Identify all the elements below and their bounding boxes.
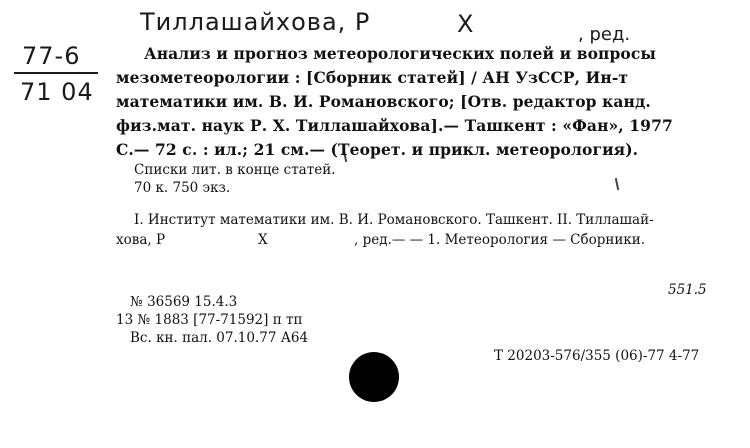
stray-mark <box>615 178 619 190</box>
footer-line-1: № 36569 15.4.3 <box>130 294 238 310</box>
classification-number: 551.5 <box>668 282 707 298</box>
entry-line-2: мезометеорологии : [Сборник статей] / АН УзССР, Ин-т <box>116 68 629 87</box>
footer-printing-code: Т 20203-576/355 (06)-77 4-77 <box>494 348 700 364</box>
entry-note-price: 70 к. 750 экз. <box>134 180 231 196</box>
tracings-line-2c: , ред.— — 1. Метеорология — Сборники. <box>354 232 646 248</box>
card-punch-hole <box>349 352 399 402</box>
entry-line-3: математики им. В. И. Романовского; [Отв. редактор канд. <box>116 92 651 111</box>
entry-note-bibliography: Списки лит. в конце статей. <box>134 162 336 178</box>
footer-line-2: 13 № 1883 [77-71592] п тп <box>116 312 303 328</box>
handwritten-call-number-bottom: 71 04 <box>20 78 94 106</box>
footer-line-3: Вс. кн. пал. 07.10.77 А64 <box>130 330 309 346</box>
entry-line-5: С.— 72 с. : ил.; 21 см.— (Теорет. и прикл. метеорология). <box>116 140 639 159</box>
entry-line-1: Анализ и прогноз метеорологических полей и вопросы <box>144 44 657 63</box>
call-number-divider <box>14 72 98 74</box>
tracings-line-2a: хова, Р <box>116 232 166 248</box>
handwritten-call-number-top: 77-6 <box>22 42 81 70</box>
handwritten-heading-role: , ред. <box>578 24 631 45</box>
handwritten-author-heading: Тиллашайхова, Р <box>140 8 371 36</box>
entry-line-4: физ.мат. наук Р. Х. Тиллашайхова].— Ташкент : «Фан», 1977 <box>116 116 673 135</box>
tracings-line-1: I. Институт математики им. В. И. Романовского. Ташкент. II. Тиллашай- <box>134 212 654 228</box>
handwritten-heading-initial: Х <box>457 10 475 38</box>
tracings-line-2b: Х <box>258 232 268 248</box>
